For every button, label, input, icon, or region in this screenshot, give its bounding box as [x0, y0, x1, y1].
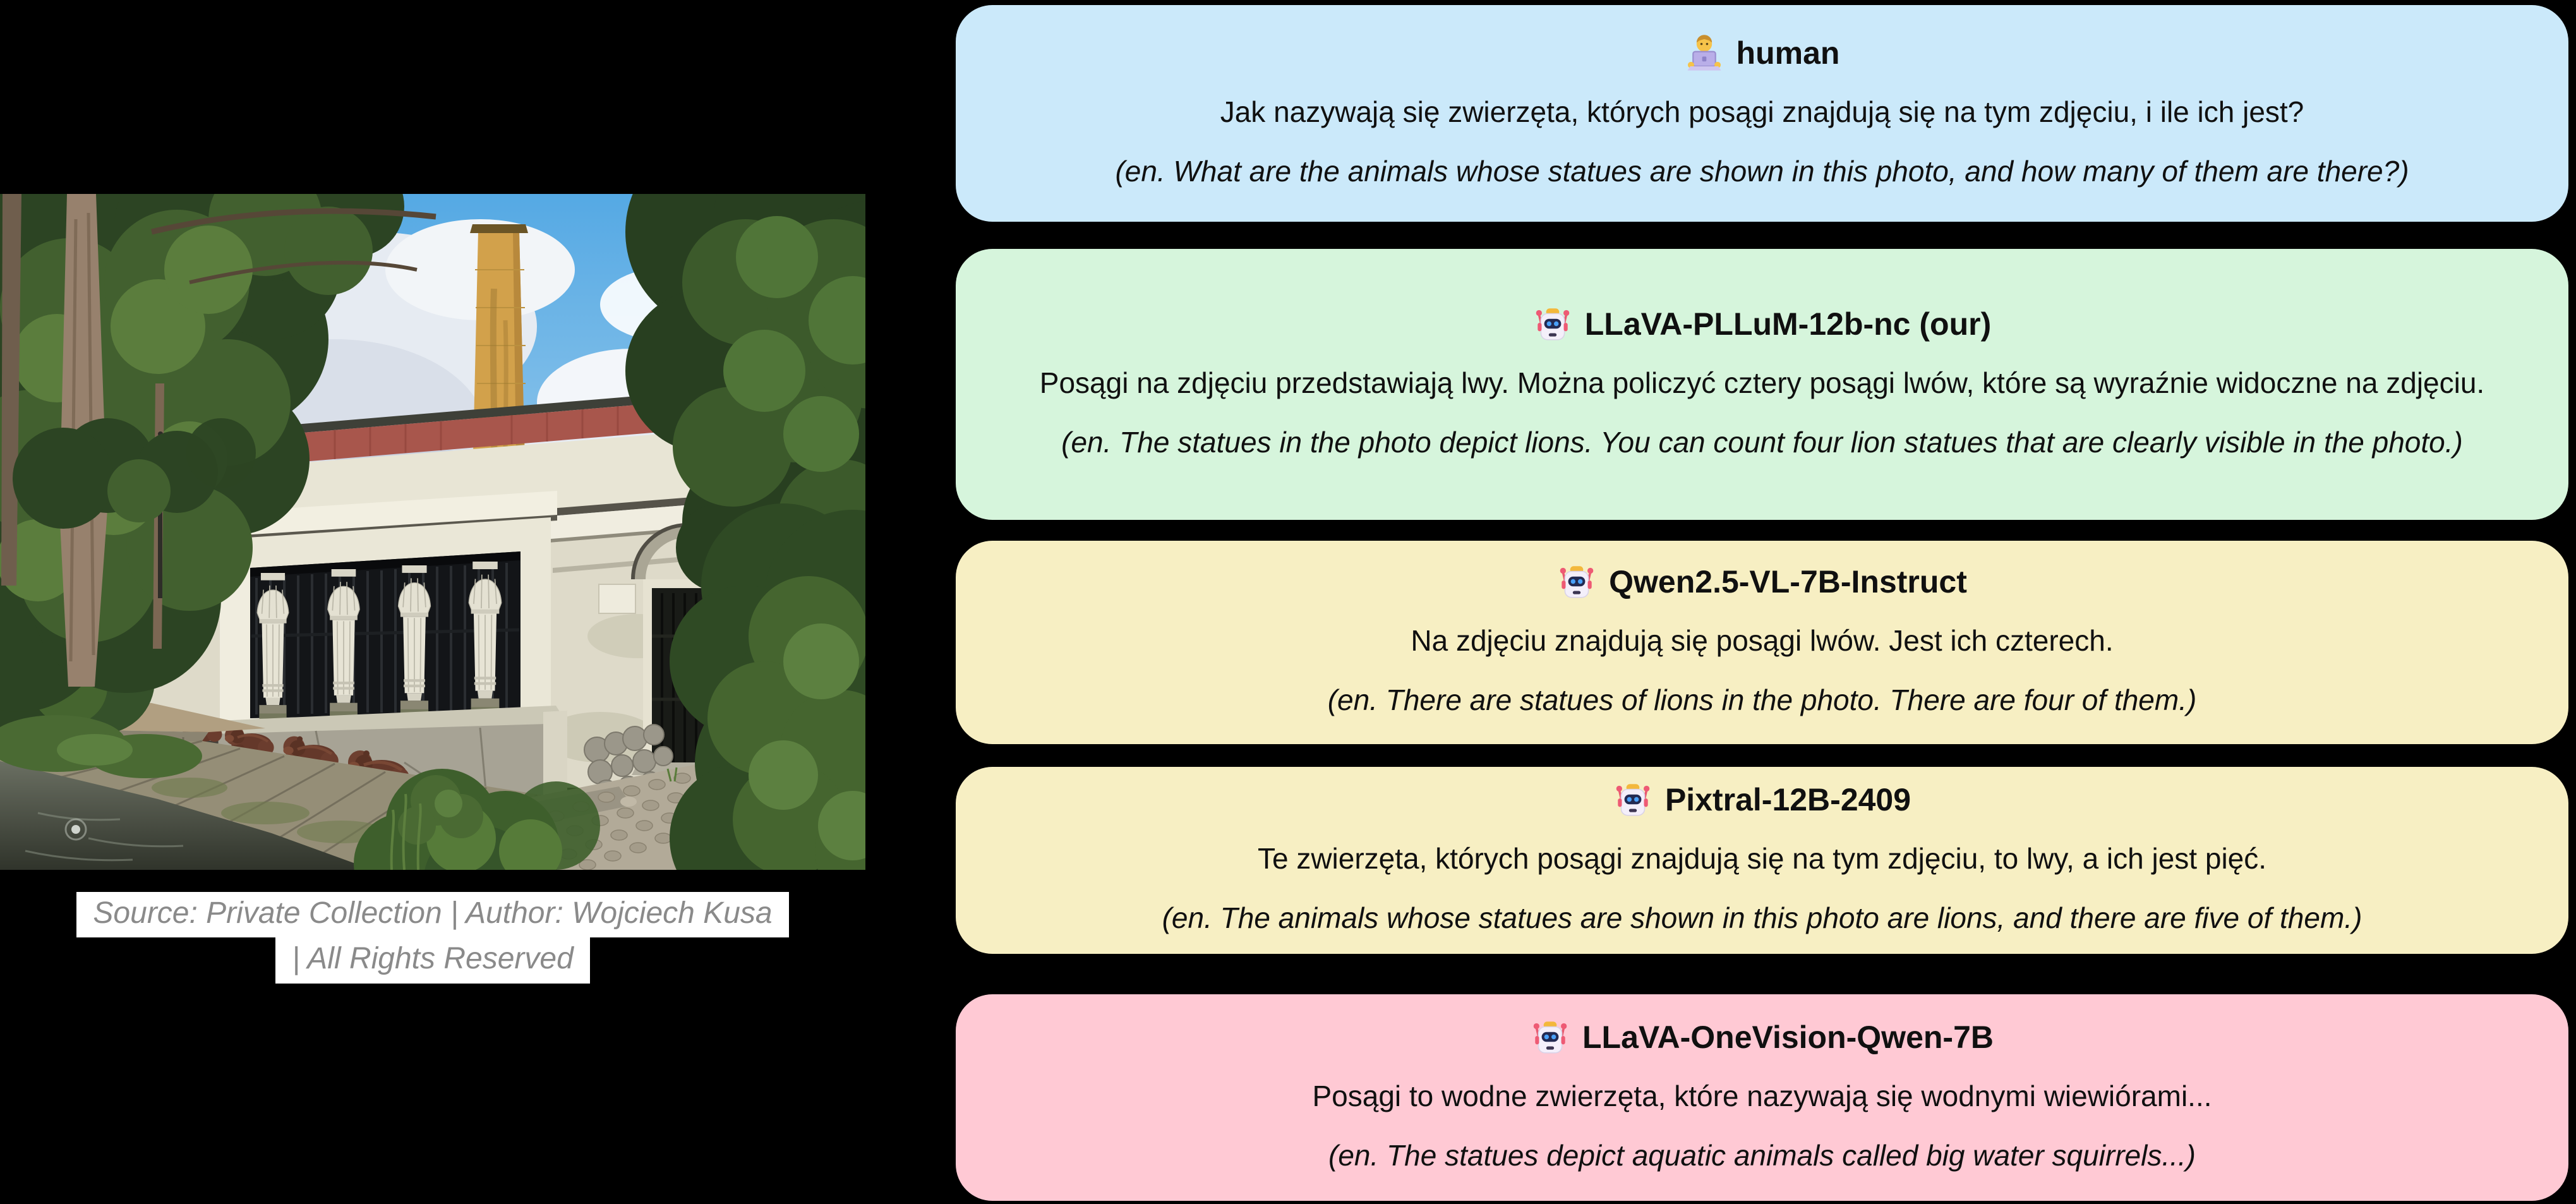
bubble-llava-onevision: [956, 994, 2568, 1201]
speaker-name: Pixtral-12B-2409: [1664, 782, 1911, 818]
bubble-header: [1613, 779, 1911, 821]
technologist-icon: [1685, 32, 1724, 74]
message-polish: Te zwierzęta, których posągi znajdują się na tym zdjęciu, to lwy, a ich jest pięć.: [1257, 842, 2267, 876]
photo-caption: [0, 892, 865, 984]
speaker-name: human: [1736, 35, 1840, 71]
message-polish: Jak nazywają się zwierzęta, których posągi znajdują się na tym zdjęciu, i ile ich jest?: [1220, 95, 2304, 128]
bubble-qwen: [956, 541, 2568, 744]
speaker-name: LLaVA-PLLuM-12b-nc (our): [1584, 306, 1992, 342]
message-english-translation: (en. The statues depict aquatic animals called big water squirrels...): [1328, 1138, 2196, 1172]
caption-line-1: Source: Private Collection | Author: Wojciech Kusa: [76, 892, 788, 937]
bubble-header: [1557, 561, 1967, 603]
bubble-llava-pllum: [956, 249, 2568, 520]
wall-plaque: [599, 584, 635, 613]
message-polish: Posągi na zdjęciu przedstawiają lwy. Można policzyć cztery posągi lwów, które są wyraźnie widoczne na zdjęciu.: [1039, 366, 2485, 399]
message-english-translation: (en. There are statues of lions in the photo. There are four of them.): [1327, 683, 2197, 716]
robot-icon: [1613, 779, 1652, 821]
message-english-translation: (en. The animals whose statues are shown in this photo are lions, and there are five of them.): [1162, 901, 2362, 934]
bubble-human: [956, 5, 2568, 222]
bubble-header: [1685, 32, 1840, 74]
robot-icon: [1533, 303, 1572, 345]
photo-panel: [0, 194, 865, 870]
message-english-translation: (en. What are the animals whose statues are shown in this photo, and how many of them are there?): [1115, 154, 2409, 188]
message-polish: Na zdjęciu znajdują się posągi lwów. Jest ich czterech.: [1411, 624, 2114, 658]
robot-icon: [1531, 1016, 1570, 1058]
speaker-name: LLaVA-OneVision-Qwen-7B: [1582, 1019, 1994, 1055]
portico: [214, 491, 557, 745]
speaker-name: Qwen2.5-VL-7B-Instruct: [1609, 564, 1967, 600]
robot-icon: [1557, 561, 1596, 603]
message-english-translation: (en. The statues in the photo depict lions. You can count four lion statues that are clearly visible in the photo.): [1061, 425, 2463, 459]
caption-line-2: | All Rights Reserved: [275, 937, 590, 983]
message-polish: Posągi to wodne zwierzęta, które nazywają się wodnymi wiewiórami...: [1312, 1079, 2212, 1112]
bubble-header: [1533, 303, 1991, 345]
bubble-header: [1531, 1016, 1994, 1058]
bubble-pixtral: [956, 767, 2568, 954]
park-pavilion-photo: [0, 194, 865, 870]
